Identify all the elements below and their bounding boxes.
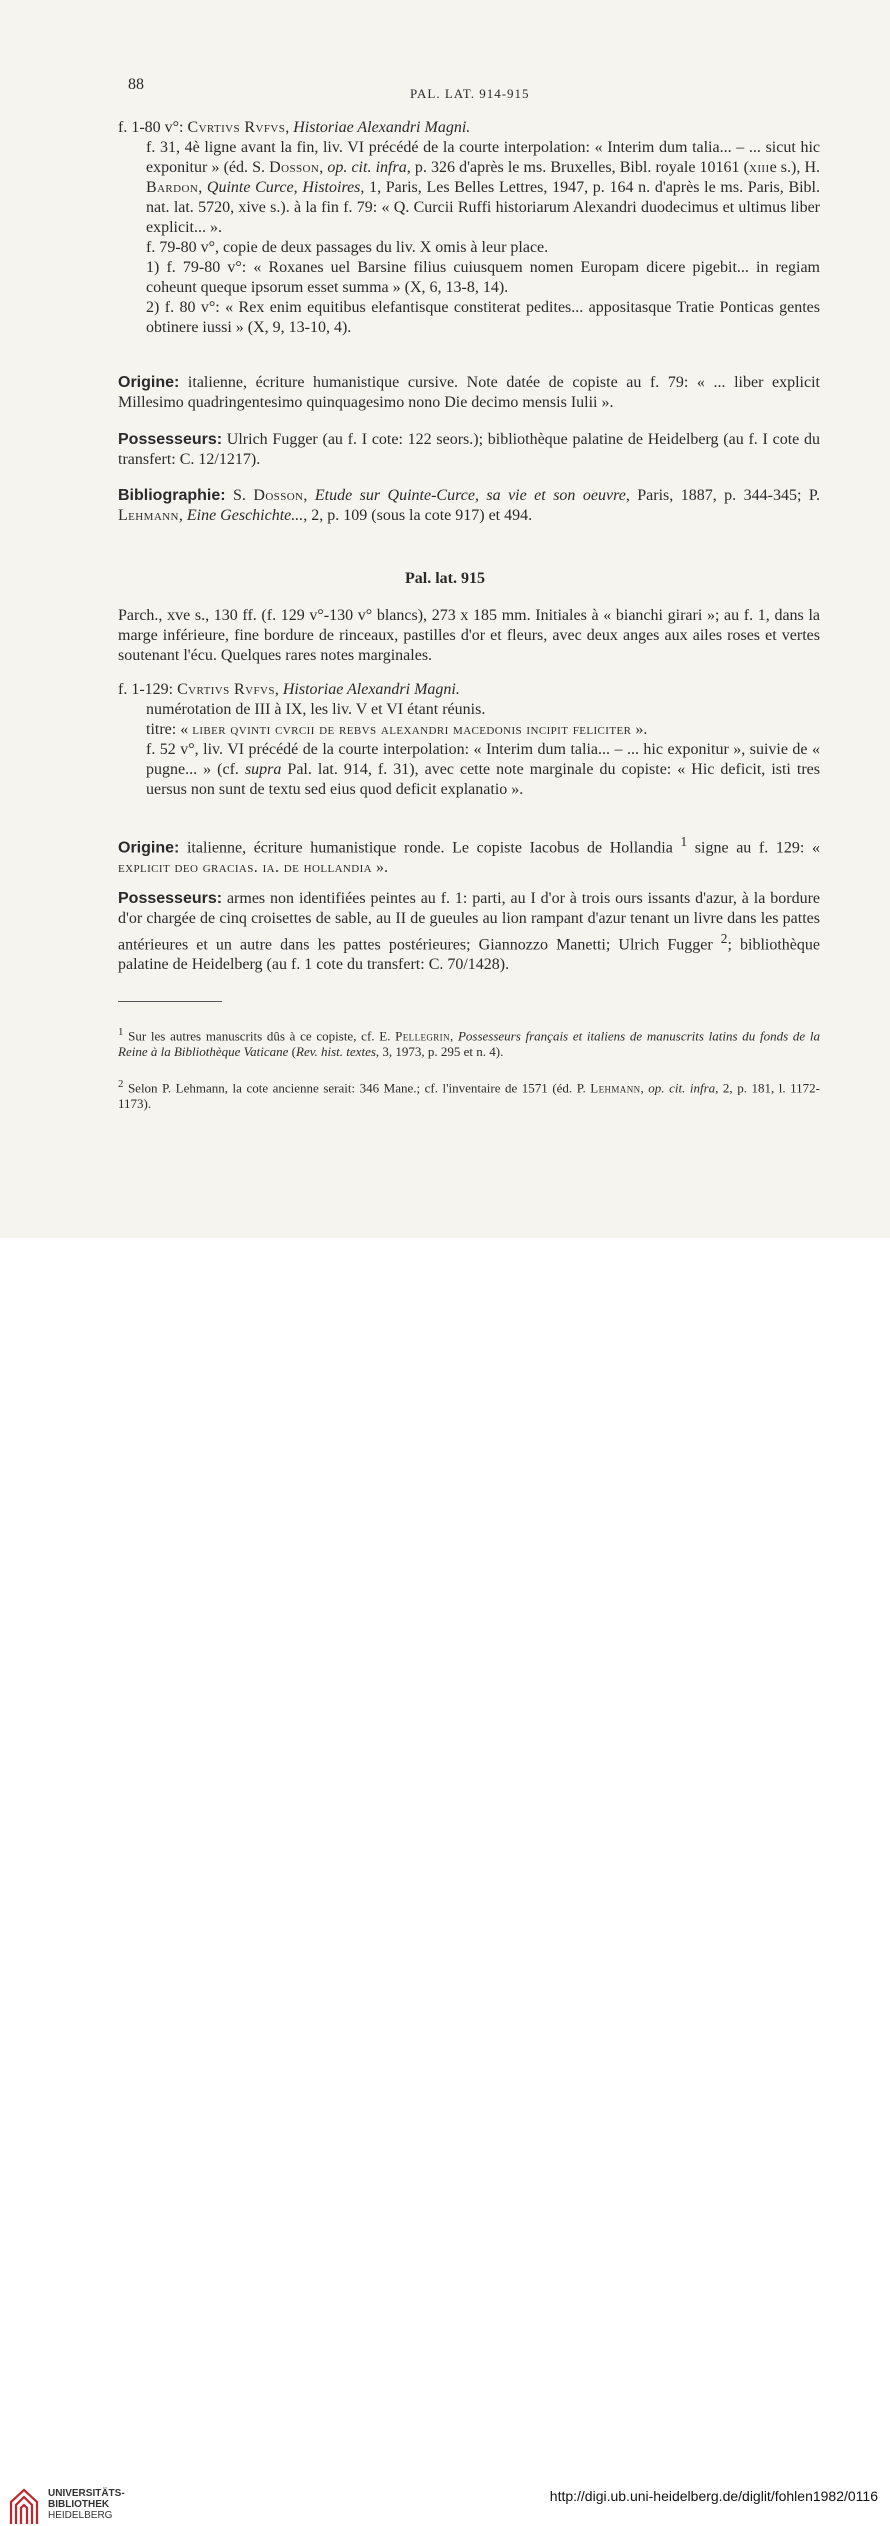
entry-915-title: Pal. lat. 915: [405, 570, 485, 587]
note-line-3: f. 52 v°, liv. VI précédé de la courte interpolation: « Interim dum talia... – ... hic exponitur », suivie de « pugne... » (cf. supra Pal. lat. 914, f. 31), avec cette note marginale du copiste: « Hic deficit, isti tres uersus non sunt de textu sed eius quod deficit explanatio ».: [146, 741, 821, 798]
footnote-2: $^2$ Selon P. Lehmann, la cote ancienne serait: 346 Mane.; cf. l'inventaire de 1571 (éd. P. Lehmann, op. cit. infra, 2, p. 181, l. 1172-1173).: [118, 1078, 820, 1112]
scanned-page: [0, 0, 890, 1238]
entry-914-contents: [118, 118, 820, 338]
footnote-ref-2: 2: [720, 931, 728, 946]
university-library-logo-icon: [8, 2486, 40, 2526]
note-line-4: 2) f. 80 v°: « Rex enim equitibus elefantisque constiterat pedites... appositasque Tratie Ponticas gentes obtinere iussi » (X, 9, 13-10, 4).: [146, 299, 820, 336]
entry-915-description: Parch., xve s., 130 ff. (f. 129 v°-130 v° blancs), 273 x 185 mm. Initiales à « bianchi girari »; au f. 1, dans la marge inférieure, fine bordure de rinceaux, pastilles d'or et fleurs, avec deux anges aux ailes roses et vertes soutenant l'écu. Quelques rares notes marginales.: [118, 607, 820, 664]
entry-915-possesseurs: Possesseurs: armes non identifiées peintes au f. 1: parti, au I d'or à trois ours issants d'azur, à la bordure d'or chargée de cinq croisettes de sable, au II de gueules au lion rampant d'azur tenant un livre dans les pattes antérieures et un autre dans les pattes postérieures; Giannozzo Manetti; Ulrich Fugger $^2$; bibliothèque palatine de Heidelberg (au f. 1 cote du transfert: C. 70/1428).: [118, 890, 820, 974]
note-line-1: f. 31, 4è ligne avant la fin, liv. VI précédé de la courte interpolation: « Interim dum talia... – ... sicut hic exponitur » (éd. S. Dosson, op. cit. infra, p. 326 d'après le ms. Bruxelles, Bibl. royale 10161 (xiiie s.), H. Bardon, Quinte Curce, Histoires, 1, Paris, Les Belles Lettres, 1947, p. 164 n. d'après le ms. Paris, Bibl. nat. lat. 5720, xive s.). à la fin f. 79: « Q. Curcii Ruffi historiarum Alexandri duodecimus et ultimus liber explicit... ».: [146, 139, 821, 236]
footnote-ref-1: 1: [680, 834, 688, 849]
possesseurs-label: Possesseurs:: [118, 431, 223, 448]
origine-label: Origine:: [118, 374, 180, 391]
bibliographie-label: Bibliographie:: [118, 487, 226, 504]
footnote-1: $^1$ Sur les autres manuscrits dûs à ce copiste, cf. E. Pellegrin, Possesseurs français et italiens de manuscrits latins du fonds de la Reine à la Bibliothèque Vaticane (Rev. hist. textes, 3, 1973, p. 295 et n. 4).: [118, 1026, 820, 1060]
folio-line: f. 1-80 v°: Cvrtivs Rvfvs, Historiae Alexandri Magni.: [118, 119, 471, 136]
entry-914-origine: Origine: italienne, écriture humanistique cursive. Note datée de copiste au f. 79: « ... liber explicit Millesimo quadringentesimo quinquagesimo nono Die decimo mensis Iulii ».: [118, 374, 820, 411]
entry-915-origine: Origine: italienne, écriture humanistique ronde. Le copiste Iacobus de Hollandia $^1$ signe au f. 129: « explicit deo gracias. ia. de hollandia ».: [118, 834, 820, 877]
page-number: 88: [128, 76, 144, 93]
possesseurs-label: Possesseurs:: [118, 890, 223, 907]
permalink-url[interactable]: http://digi.ub.uni-heidelberg.de/diglit/fohlen1982/0116: [549, 2488, 878, 2504]
origine-label: Origine:: [118, 839, 180, 857]
library-name: UNIVERSITÄTS- BIBLIOTHEK HEIDELBERG: [48, 2488, 125, 2521]
footnote-rule: [118, 1001, 222, 1002]
viewer-footer: [0, 1238, 890, 2521]
entry-915-contents: [118, 680, 820, 800]
folio-line: f. 1-129: Cvrtivs Rvfvs, Historiae Alexandri Magni.: [118, 681, 460, 698]
entry-914-possesseurs: Possesseurs: Ulrich Fugger (au f. I cote: 122 seors.); bibliothèque palatine de Heidelberg (au f. I cote du transfert: C. 12/1217).: [118, 431, 820, 468]
running-head: PAL. LAT. 914-915: [410, 86, 530, 101]
note-line-2: titre: « liber qvinti cvrcii de rebvs alexandri macedonis incipit feliciter ».: [146, 721, 648, 738]
entry-914-bibliographie: Bibliographie: S. Dosson, Etude sur Quinte-Curce, sa vie et son oeuvre, Paris, 1887, p. 344-345; P. Lehmann, Eine Geschichte..., 2, p. 109 (sous la cote 917) et 494.: [118, 487, 820, 524]
note-line-3: 1) f. 79-80 v°: « Roxanes uel Barsine filius cuiusquem nomen Europam dicere pigebit... in regiam coheunt queque ipsorum esset summa » (X, 6, 13-8, 14).: [146, 259, 820, 296]
note-line-2: f. 79-80 v°, copie de deux passages du liv. X omis à leur place.: [146, 239, 549, 256]
note-line-1: numérotation de III à IX, les liv. V et VI étant réunis.: [146, 701, 486, 718]
